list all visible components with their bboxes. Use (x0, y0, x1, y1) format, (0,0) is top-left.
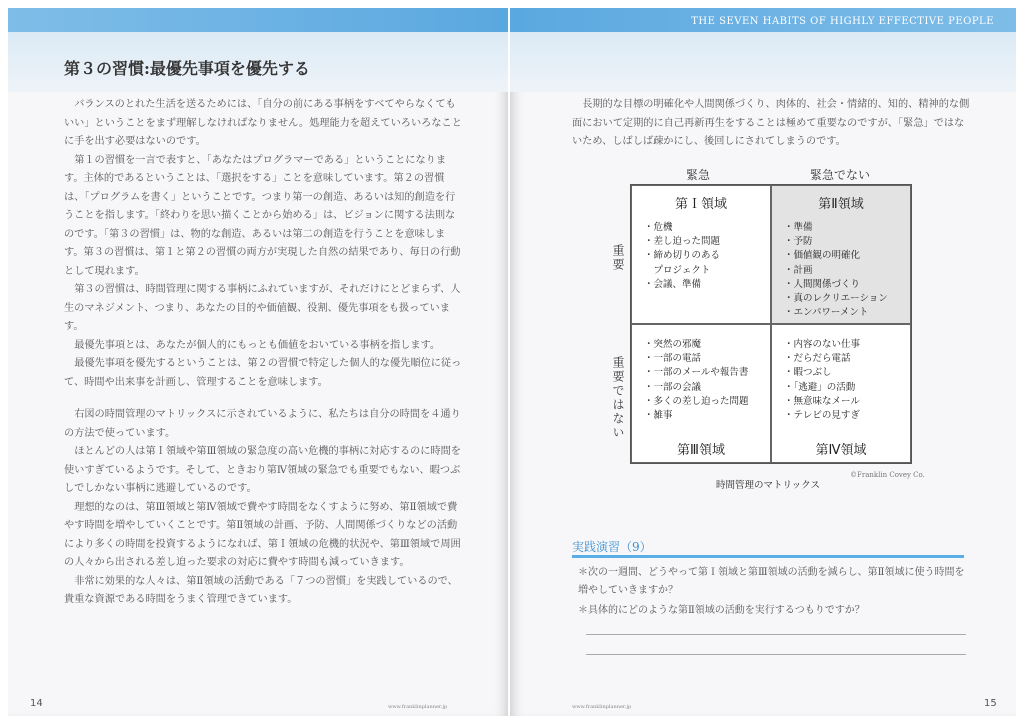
quadrant-list (644, 221, 720, 292)
list-item: ・ 雑事 (644, 409, 749, 423)
list-item: ・ 予防 (784, 235, 888, 249)
answer-line[interactable] (586, 634, 966, 635)
list-item: ・ 人間関係づくり (784, 278, 888, 292)
list-item: ・ エンパワーメント (784, 306, 888, 320)
list-item: ・ 突然の邪魔 (644, 338, 749, 352)
list-item: ・ 差し迫った問題 (644, 235, 720, 249)
exercise-question-2: ＊具体的にどのような第Ⅱ領域の活動を実行するつもりですか？ (578, 605, 865, 616)
column-header-urgent: 緊急 (686, 168, 711, 182)
header-gradient (510, 32, 1016, 92)
list-item-continuation: プロジェクト (653, 264, 711, 276)
page-number: 15 (984, 698, 997, 709)
left-page (8, 8, 508, 716)
quadrant-title: 第Ⅱ領域 (818, 197, 864, 212)
quadrant-list (784, 338, 860, 423)
paragraph: 第３の習慣は、時間管理に関する事柄にふれていますが、それだけにとどまらず、人生のマネジメント、つまり、あなたの目的や価値観、役割、優先事項をも扱っています。 (64, 284, 461, 332)
row-header-not-important: 重要ではない (611, 356, 625, 440)
row-header-important: 重要 (611, 244, 625, 272)
paragraph: 非常に効果的な人々は、第Ⅱ領域の活動である「７つの習慣」を実践しているので、貴重な資源である時間をうまく管理できています。 (64, 575, 458, 605)
list-item: ・ 一部の会議 (644, 381, 749, 395)
paragraph: 第１の習慣を一言で表すと、「あなたはプログラマーである」ということになります。主体的であるということは、「選択をする」ことを意味しています。第２の習慣は、「プログラムを書く」ということです。つまり第一の創造、あるいは知的創造を行うことを指します。「終わりを思い描くことから始める」は、ビジョンに関する法則なのです。「第３の習慣」は、物的な創造、あるいは第二の創造を行うことを意味します。第３の習慣は、第１と第２の習慣の両方が実現した自然の結果であり、毎日の行動として現れます。 (64, 154, 461, 277)
exercise-underline (572, 555, 964, 558)
list-item: ・ 価値観の明確化 (784, 249, 888, 263)
paragraph: バランスのとれた生活を送るためには、「自分の前にある事柄をすべてやらなくてもいい」ということをまず理解しなければなりません。処理能力を超えていろいろなことに手を出す必要はないのです。 (64, 99, 462, 147)
matrix-caption: 時間管理のマトリックス (716, 480, 821, 491)
paragraph: 理想的なのは、第Ⅲ領域と第Ⅳ領域で費やす時間をなくすように努め、第Ⅱ領域で費やす時間を増やしていくことです。第Ⅱ領域の計画、予防、人間関係づくりなどの活動により多くの時間を投資するようになれば、第Ｉ領域の危機的状況や、第Ⅲ領域で周囲の人々から出される差し迫った要求の対応に費やす時間も減っていきます。 (64, 501, 461, 568)
list-item: ・ 会議、準備 (644, 278, 720, 292)
exercise-title: 実践演習（9） (572, 540, 652, 554)
running-head: THE SEVEN HABITS OF HIGHLY EFFECTIVE PEOPLE (691, 16, 994, 27)
paragraph: 右図の時間管理のマトリックスに示されているように、私たちは自分の時間を４通りの方法で使っています。 (64, 409, 461, 439)
list-item: ・ 準備 (784, 221, 888, 235)
quadrant-2 (771, 185, 911, 324)
list-item: ・ 一部の電話 (644, 352, 749, 366)
footer-url: www.franklinplanner.jp (572, 704, 632, 710)
page-title: 第３の習慣:最優先事項を優先する (64, 59, 310, 78)
list-item: ・ 一部のメールや報告書 (644, 366, 749, 380)
answer-line[interactable] (586, 654, 966, 655)
intro-paragraph: 長期的な目標の明確化や人間関係づくり、肉体的、社会・情緒的、知的、精神的な側面において定期的に自己再新再生をすることは極めて重要なのですが、「緊急」ではないため、しばしば疎かにし、後回しにされてしまうのです。 (572, 99, 970, 147)
quadrant-title: 第Ⅳ領域 (815, 443, 867, 458)
list-item: ・ だらだら電話 (784, 352, 860, 366)
list-item: ・ 内容のない仕事 (784, 338, 860, 352)
quadrant-list (644, 338, 749, 423)
column-header-not-urgent: 緊急でない (810, 168, 871, 182)
list-item: ・ 計画 (784, 264, 888, 278)
list-item: ・ テレビの見すぎ (784, 409, 860, 423)
paragraph: 最優先事項とは、あなたが個人的にもっとも価値をおいている事柄を指します。 (74, 339, 441, 351)
quadrant-1 (631, 185, 771, 324)
paragraph: ほとんどの人は第Ｉ領域や第Ⅲ領域の緊急度の高い危機的事柄に対応するのに時間を使いすぎているようです。そして、ときおり第Ⅳ領域の緊急でも重要でもない、暇つぶしでしかない事柄に逃避しているのです。 (64, 446, 461, 494)
header-band (8, 8, 508, 32)
paragraph: 最優先事項を優先するということは、第２の習慣で特定した個人的な優先順位に従って、時間や出来事を計画し、管理することを意味します。 (64, 358, 462, 388)
quadrant-4 (771, 324, 911, 463)
body-text (64, 96, 464, 610)
list-item: ・ 多くの差し迫った問題 (644, 395, 749, 409)
list-item: ・ 危機 (644, 221, 720, 235)
quadrant-title: 第Ｉ領域 (674, 197, 727, 212)
list-item: ・ 「逃避」の活動 (784, 381, 860, 395)
quadrant-title: 第Ⅲ領域 (677, 443, 725, 458)
time-management-matrix (630, 184, 912, 464)
list-item: ・ 暇つぶし (784, 366, 860, 380)
footer-url: www.franklinplanner.jp (388, 704, 448, 710)
copyright: ©Franklin Covey Co. (850, 471, 925, 479)
list-item: ・ 真のレクリエーション (784, 292, 888, 306)
list-item: ・ 締め切りのある (644, 249, 720, 263)
page-number: 14 (30, 698, 43, 709)
right-page (510, 8, 1016, 716)
quadrant-list (784, 221, 888, 320)
exercise-question-1: ＊次の一週間、どうやって第Ｉ領域と第Ⅲ領域の活動を減らし、第Ⅱ領域に使う時間を増やしていきますか？ (578, 567, 965, 596)
list-item: ・ 無意味なメール (784, 395, 860, 409)
quadrant-3 (631, 324, 771, 463)
